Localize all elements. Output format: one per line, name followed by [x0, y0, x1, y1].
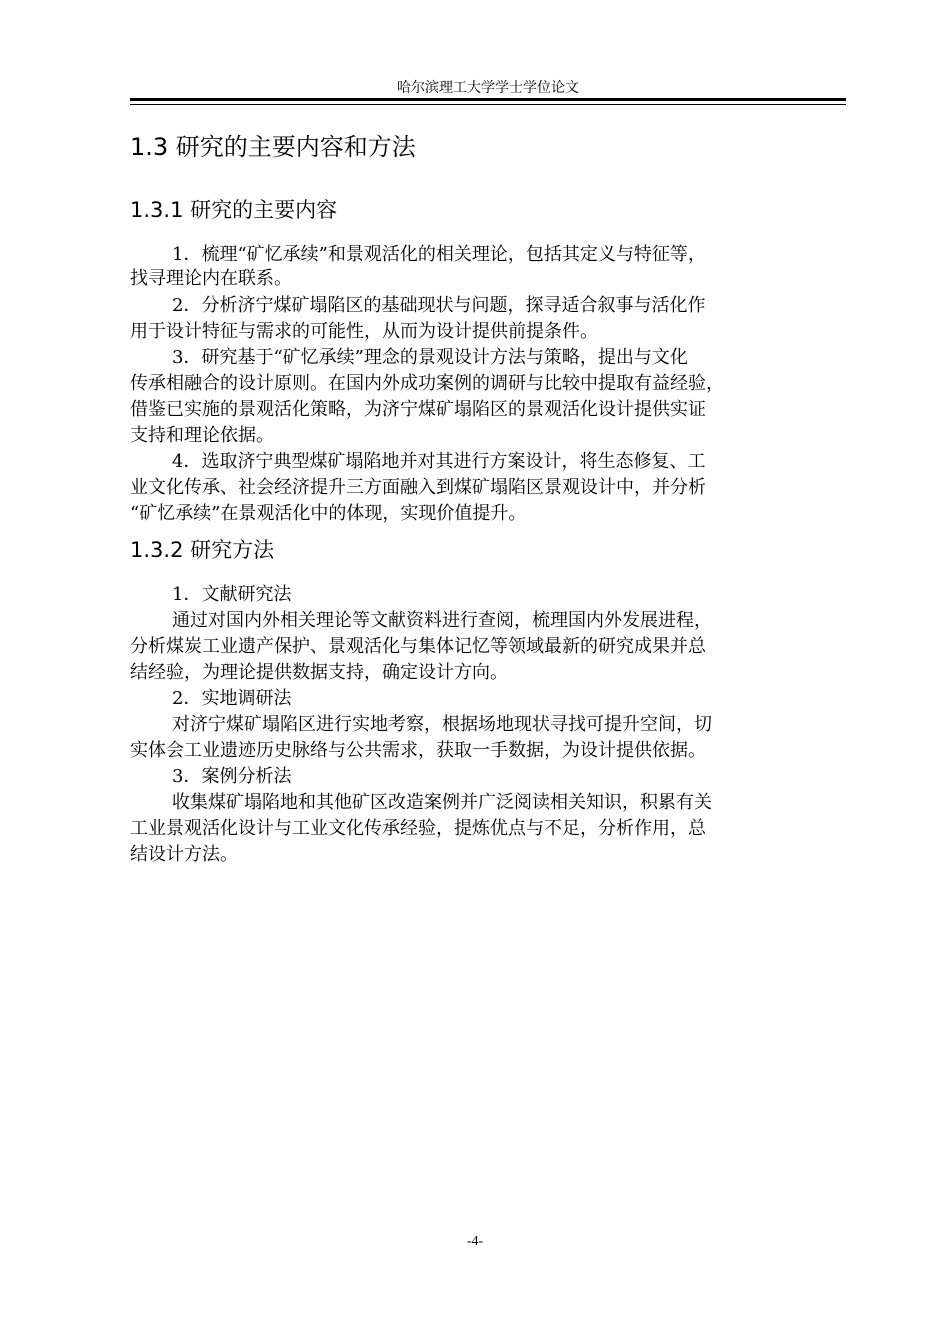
- paragraph-line: 找寻理论内在联系。: [130, 268, 292, 289]
- header-rule-thin: [130, 104, 846, 105]
- paragraph-line: 3．研究基于“矿忆承续”理念的景观设计方法与策略，提出与文化: [172, 347, 688, 368]
- paragraph-line: 分析煤炭工业遗产保护、景观活化与集体记忆等领域最新的研究成果并总: [130, 636, 706, 657]
- running-header: 哈尔滨理工大学学士学位论文: [397, 80, 579, 96]
- paragraph-line: 4．选取济宁典型煤矿塌陷地并对其进行方案设计，将生态修复、工: [172, 451, 706, 472]
- method-heading: 3．案例分析法: [172, 766, 292, 787]
- paragraph-line: 通过对国内外相关理论等文献资料进行查阅，梳理国内外发展进程，: [172, 610, 712, 631]
- paragraph-line: “矿忆承续”在景观活化中的体现，实现价值提升。: [130, 503, 527, 524]
- method-heading: 2．实地调研法: [172, 688, 292, 709]
- subsection-heading-main-content: 1.3.1 研究的主要内容: [130, 198, 338, 222]
- paragraph-line: 收集煤矿塌陷地和其他矿区改造案例并广泛阅读相关知识，积累有关: [172, 792, 712, 813]
- method-heading: 1．文献研究法: [172, 584, 292, 605]
- paragraph-line: 用于设计特征与需求的可能性，从而为设计提供前提条件。: [130, 321, 598, 342]
- paragraph-line: 传承相融合的设计原则。在国内外成功案例的调研与比较中提取有益经验，: [130, 373, 724, 394]
- paragraph-line: 1．梳理“矿忆承续”和景观活化的相关理论，包括其定义与特征等，: [172, 244, 706, 265]
- paragraph-line: 业文化传承、社会经济提升三方面融入到煤矿塌陷区景观设计中，并分析: [130, 477, 706, 498]
- paragraph-line: 结经验，为理论提供数据支持，确定设计方向。: [130, 662, 508, 683]
- section-heading: 1.3 研究的主要内容和方法: [130, 133, 416, 161]
- paragraph-line: 实体会工业遗迹历史脉络与公共需求，获取一手数据，为设计提供依据。: [130, 740, 706, 761]
- page-number: -4-: [466, 1234, 484, 1249]
- paragraph-line: 对济宁煤矿塌陷区进行实地考察，根据场地现状寻找可提升空间，切: [172, 714, 712, 735]
- paragraph-line: 支持和理论依据。: [130, 425, 274, 446]
- paragraph-line: 结设计方法。: [130, 844, 238, 865]
- paragraph-line: 借鉴已实施的景观活化策略，为济宁煤矿塌陷区的景观活化设计提供实证: [130, 399, 706, 420]
- header-rule-thick: [130, 98, 846, 101]
- subsection-heading-methods: 1.3.2 研究方法: [130, 538, 275, 562]
- paragraph-line: 工业景观活化设计与工业文化传承经验，提炼优点与不足，分析作用，总: [130, 818, 706, 839]
- paragraph-line: 2．分析济宁煤矿塌陷区的基础现状与问题，探寻适合叙事与活化作: [172, 295, 706, 316]
